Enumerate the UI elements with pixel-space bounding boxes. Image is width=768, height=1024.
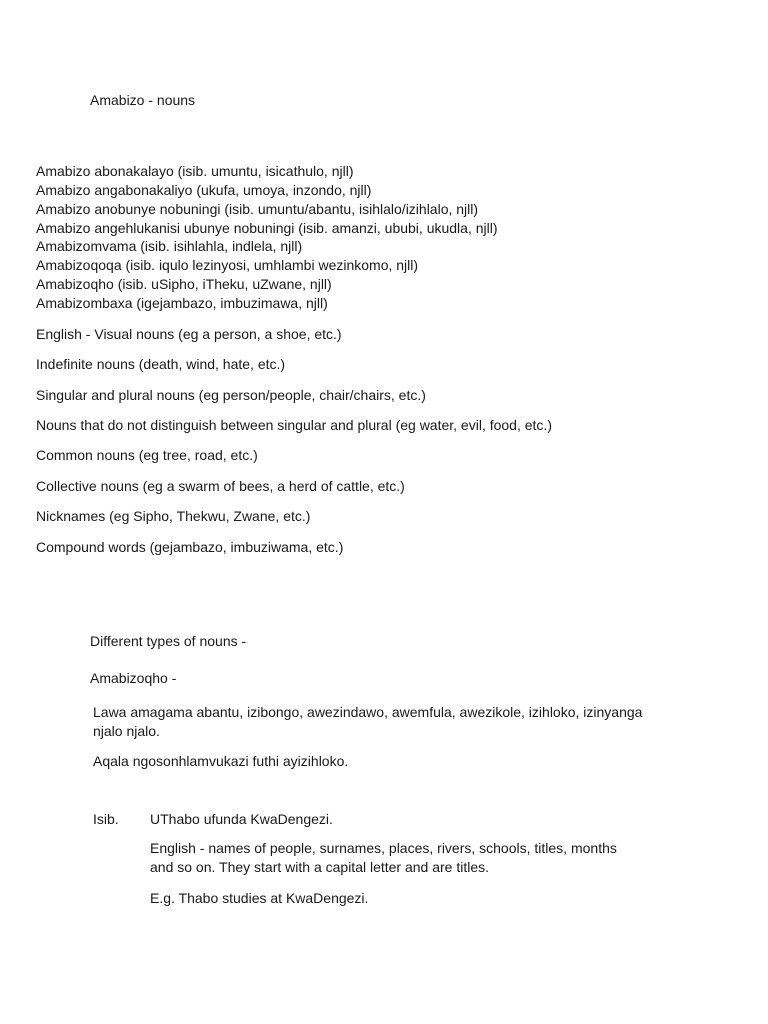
list-item: Amabizombaxa (igejambazo, imbuzimawa, njll) bbox=[36, 295, 328, 311]
list-item: Nouns that do not distinguish between singular and plural (eg water, evil, food, etc.) bbox=[36, 417, 552, 433]
list-item: Collective nouns (eg a swarm of bees, a herd of cattle, etc.) bbox=[36, 478, 405, 494]
rule-zulu: Aqala ngosonhlamvukazi futhi ayizihloko. bbox=[93, 753, 349, 769]
list-item: Amabizomvama (isib. isihlahla, indlela, njll) bbox=[36, 238, 303, 254]
example-sentence-zulu: UThabo ufunda KwaDengezi. bbox=[150, 811, 333, 827]
list-item: Amabizoqho (isib. uSipho, iTheku, uZwane, njll) bbox=[36, 276, 332, 292]
list-item: Amabizo angabonakaliyo (ukufa, umoya, inzondo, njll) bbox=[36, 182, 372, 198]
list-item: Amabizoqoqa (isib. iqulo lezinyosi, umhlambi wezinkomo, njll) bbox=[36, 257, 419, 273]
list-item: Singular and plural nouns (eg person/people, chair/chairs, etc.) bbox=[36, 387, 426, 403]
list-item: Amabizo anobunye nobuningi (isib. umuntu/abantu, isihlalo/izihlalo, njll) bbox=[36, 201, 479, 217]
example-description-english: English - names of people, surnames, places, rivers, schools, titles, months and so on. They start with a capital letter and are titles. bbox=[150, 840, 617, 875]
list-item: Nicknames (eg Sipho, Thekwu, Zwane, etc.) bbox=[36, 508, 311, 524]
example-sentence-english: E.g. Thabo studies at KwaDengezi. bbox=[150, 890, 369, 906]
list-item: Compound words (gejambazo, imbuziwama, etc.) bbox=[36, 539, 344, 555]
example-label: Isib. bbox=[93, 811, 119, 827]
list-item: Indefinite nouns (death, wind, hate, etc.) bbox=[36, 356, 286, 372]
list-item: Amabizo angehlukanisi ubunye nobuningi (isib. amanzi, ububi, ukudla, njll) bbox=[36, 220, 498, 236]
description-zulu: Lawa amagama abantu, izibongo, awezindawo, awemfula, awezikole, izihloko, izinyanga njalo njalo. bbox=[93, 704, 643, 739]
page-title: Amabizo - nouns bbox=[90, 92, 196, 108]
list-item: Amabizo abonakalayo (isib. umuntu, isicathulo, njll) bbox=[36, 163, 354, 179]
section-heading: Different types of nouns - bbox=[90, 633, 247, 649]
subheading: Amabizoqho - bbox=[90, 670, 177, 686]
list-item: Common nouns (eg tree, road, etc.) bbox=[36, 447, 258, 463]
list-item: English - Visual nouns (eg a person, a shoe, etc.) bbox=[36, 326, 342, 342]
